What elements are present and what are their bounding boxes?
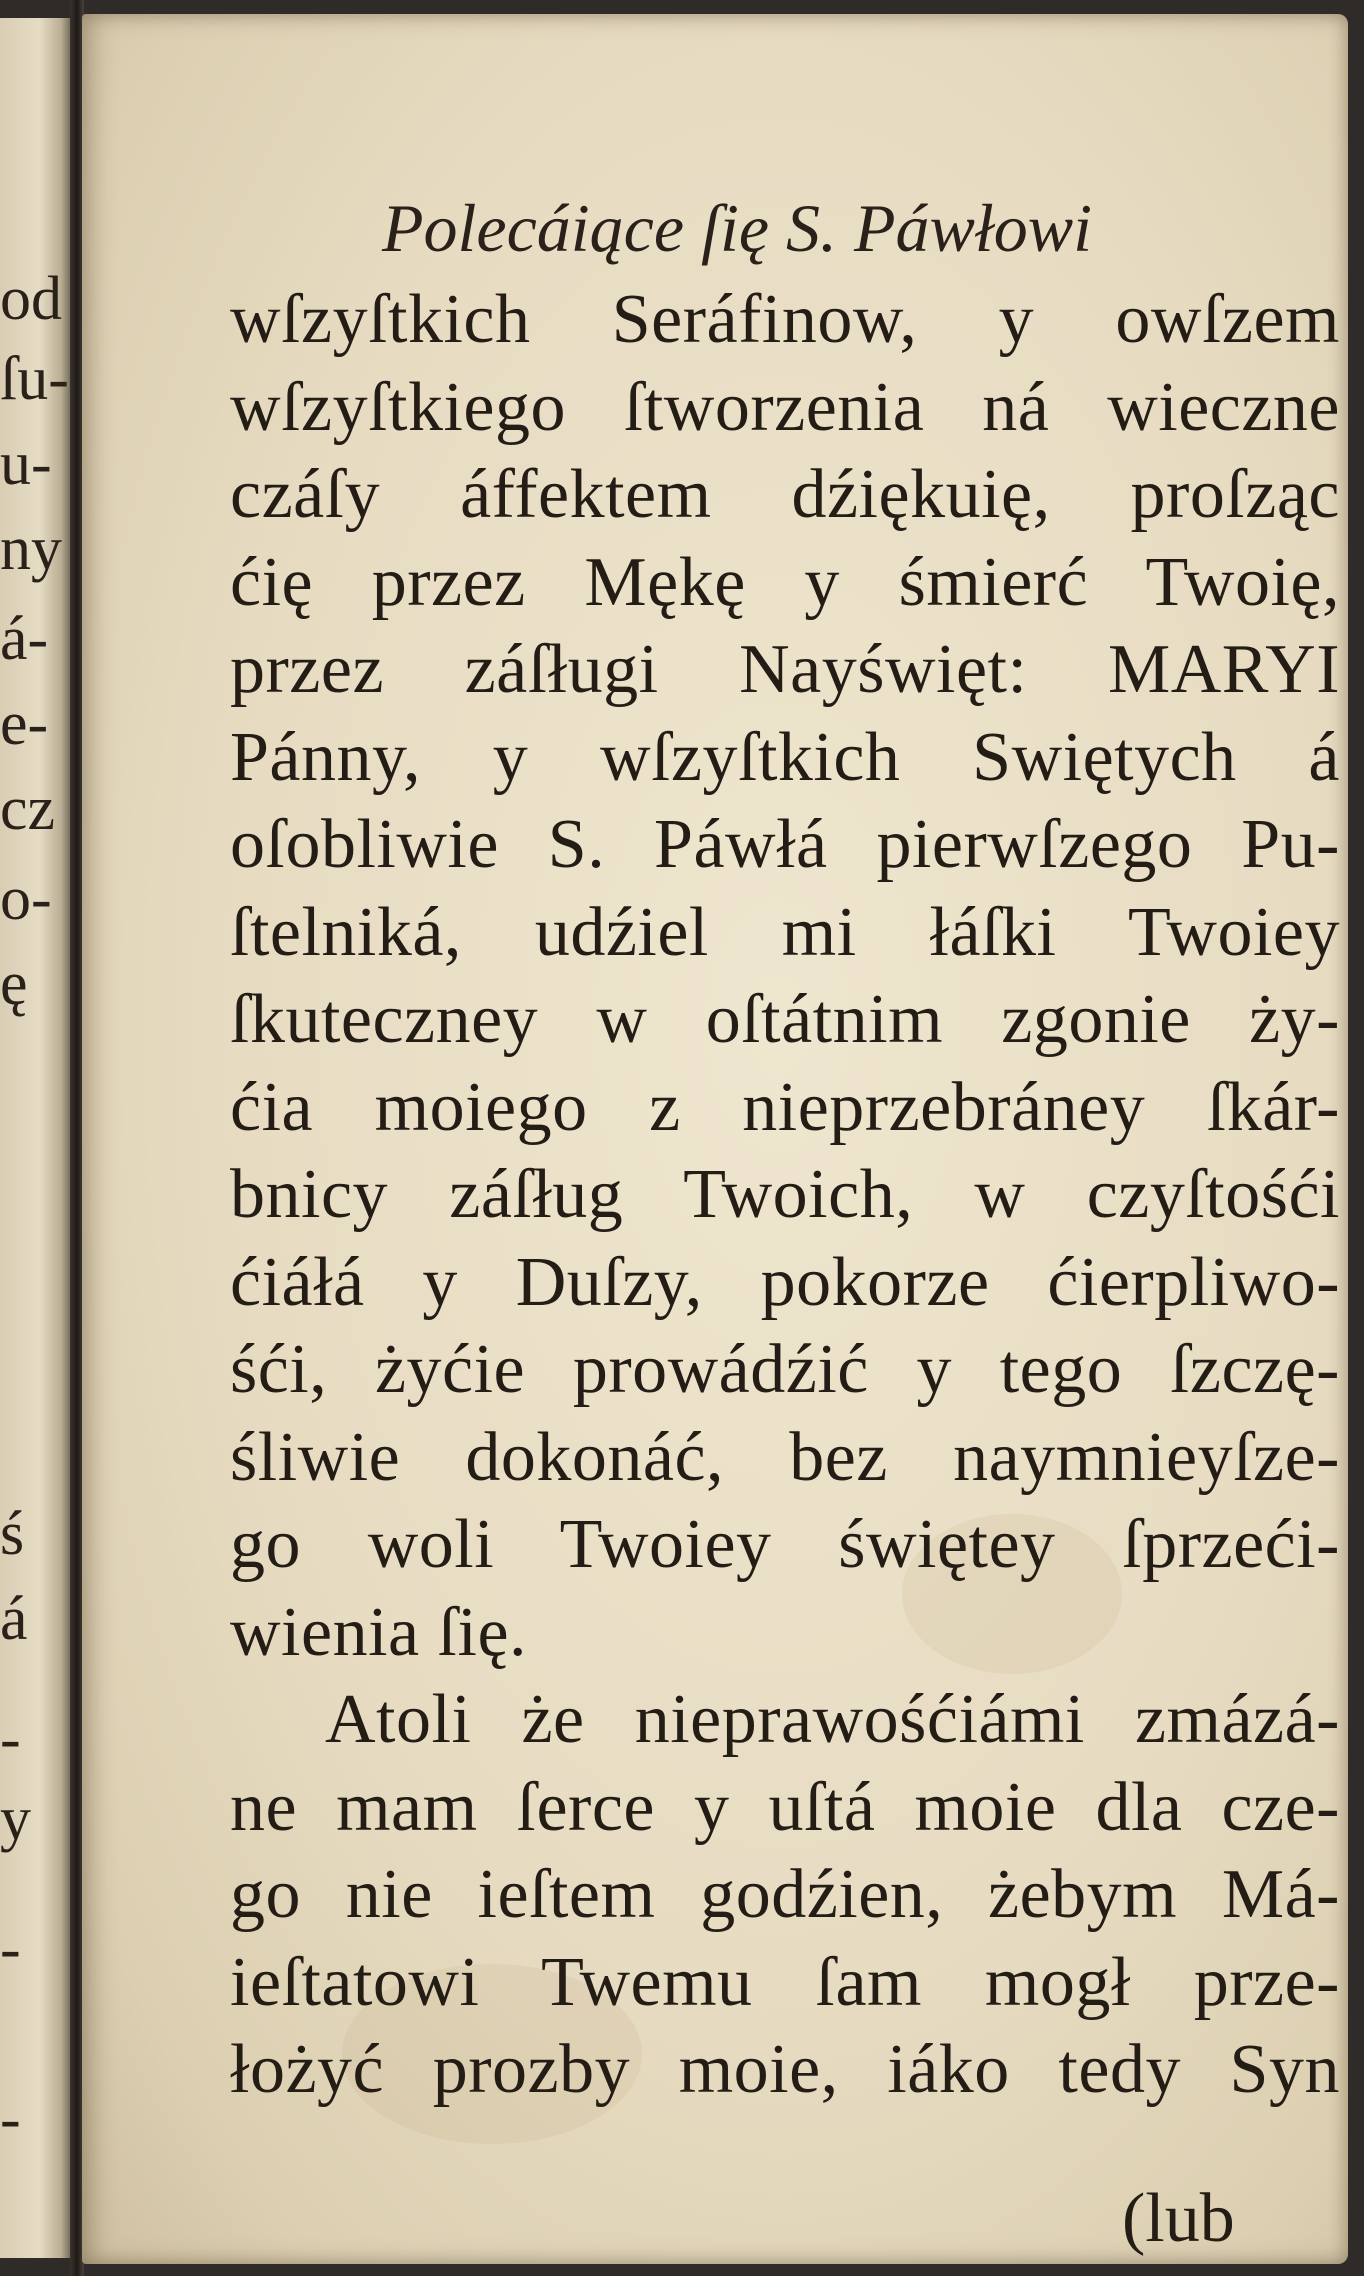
margin-fragment: ſu- <box>0 345 69 413</box>
text-line: wſzyſtkich Seráfinow, y owſzem <box>230 281 1340 358</box>
text-line: go nie ieſtem godźien, żebym Má- <box>230 1856 1340 1933</box>
margin-fragment: ś <box>0 1500 25 1568</box>
text-line: czáſy áffektem dźiękuię, proſząc <box>230 456 1340 533</box>
text-line: Pánny, y wſzyſtkich Swiętych á <box>230 718 1340 796</box>
text-line: ćia moiego z nieprzebráney ſkár- <box>230 1068 1340 1146</box>
text-line: ćię przez Mękę y śmierć Twoię, <box>230 543 1340 621</box>
margin-fragment: - <box>0 1705 21 1773</box>
facing-page-edge <box>0 18 72 2258</box>
margin-fragment: y <box>0 1785 31 1853</box>
margin-fragment: á- <box>0 605 49 673</box>
catchword: (lub <box>1122 2180 1235 2257</box>
text-line: śliwie dokonáć, bez naymnieyſze- <box>230 1418 1340 1496</box>
margin-fragment: e- <box>0 690 49 758</box>
margin-fragment: á <box>0 1585 28 1653</box>
text-line: bnicy záſług Twoich, w czyſtośći <box>230 1156 1340 1233</box>
text-line: ſkuteczney w oſtátnim zgonie ży- <box>230 981 1340 1058</box>
text-line: śći, żyćie prowádźić y tego ſzczę- <box>230 1331 1340 1408</box>
text-line: ſtelniká, udźiel mi łáſki Twoiey <box>230 893 1340 971</box>
margin-fragment: ę <box>0 950 28 1018</box>
margin-fragment: ny <box>0 515 62 583</box>
text-line: Atoli że nieprawośćiámi zmázá- <box>325 1681 1340 1758</box>
text-line: przez záſługi Nayświęt: MARYI <box>230 631 1340 708</box>
margin-fragment: od <box>0 265 62 333</box>
text-line: oſobliwie S. Páwłá pierwſzego Pu- <box>230 806 1340 883</box>
margin-fragment: cz <box>0 775 56 843</box>
margin-fragment: o- <box>0 865 52 933</box>
text-line: ieſtatowi Twemu ſam mogł prze- <box>230 1943 1340 2021</box>
body-text <box>230 276 1340 2114</box>
text-line: go woli Twoiey świętey ſprzeći- <box>230 1506 1340 1583</box>
book-page <box>82 14 1348 2264</box>
text-line: ćiáłá y Duſzy, pokorze ćierpliwo- <box>230 1243 1340 1321</box>
margin-fragment: - <box>0 1915 21 1983</box>
running-head: Polecáiące ſię S. Páwłowi <box>382 190 1093 266</box>
text-line: wſzyſtkiego ſtworzenia ná wieczne <box>230 368 1340 446</box>
margin-fragment: - <box>0 2085 21 2153</box>
margin-fragment: u- <box>0 430 52 498</box>
text-line: ne mam ſerce y uſtá moie dla cze- <box>230 1768 1340 1846</box>
text-line: wienia ſię. <box>230 1593 528 1671</box>
text-line: łożyć prozby moie, iáko tedy Syn <box>230 2031 1340 2108</box>
